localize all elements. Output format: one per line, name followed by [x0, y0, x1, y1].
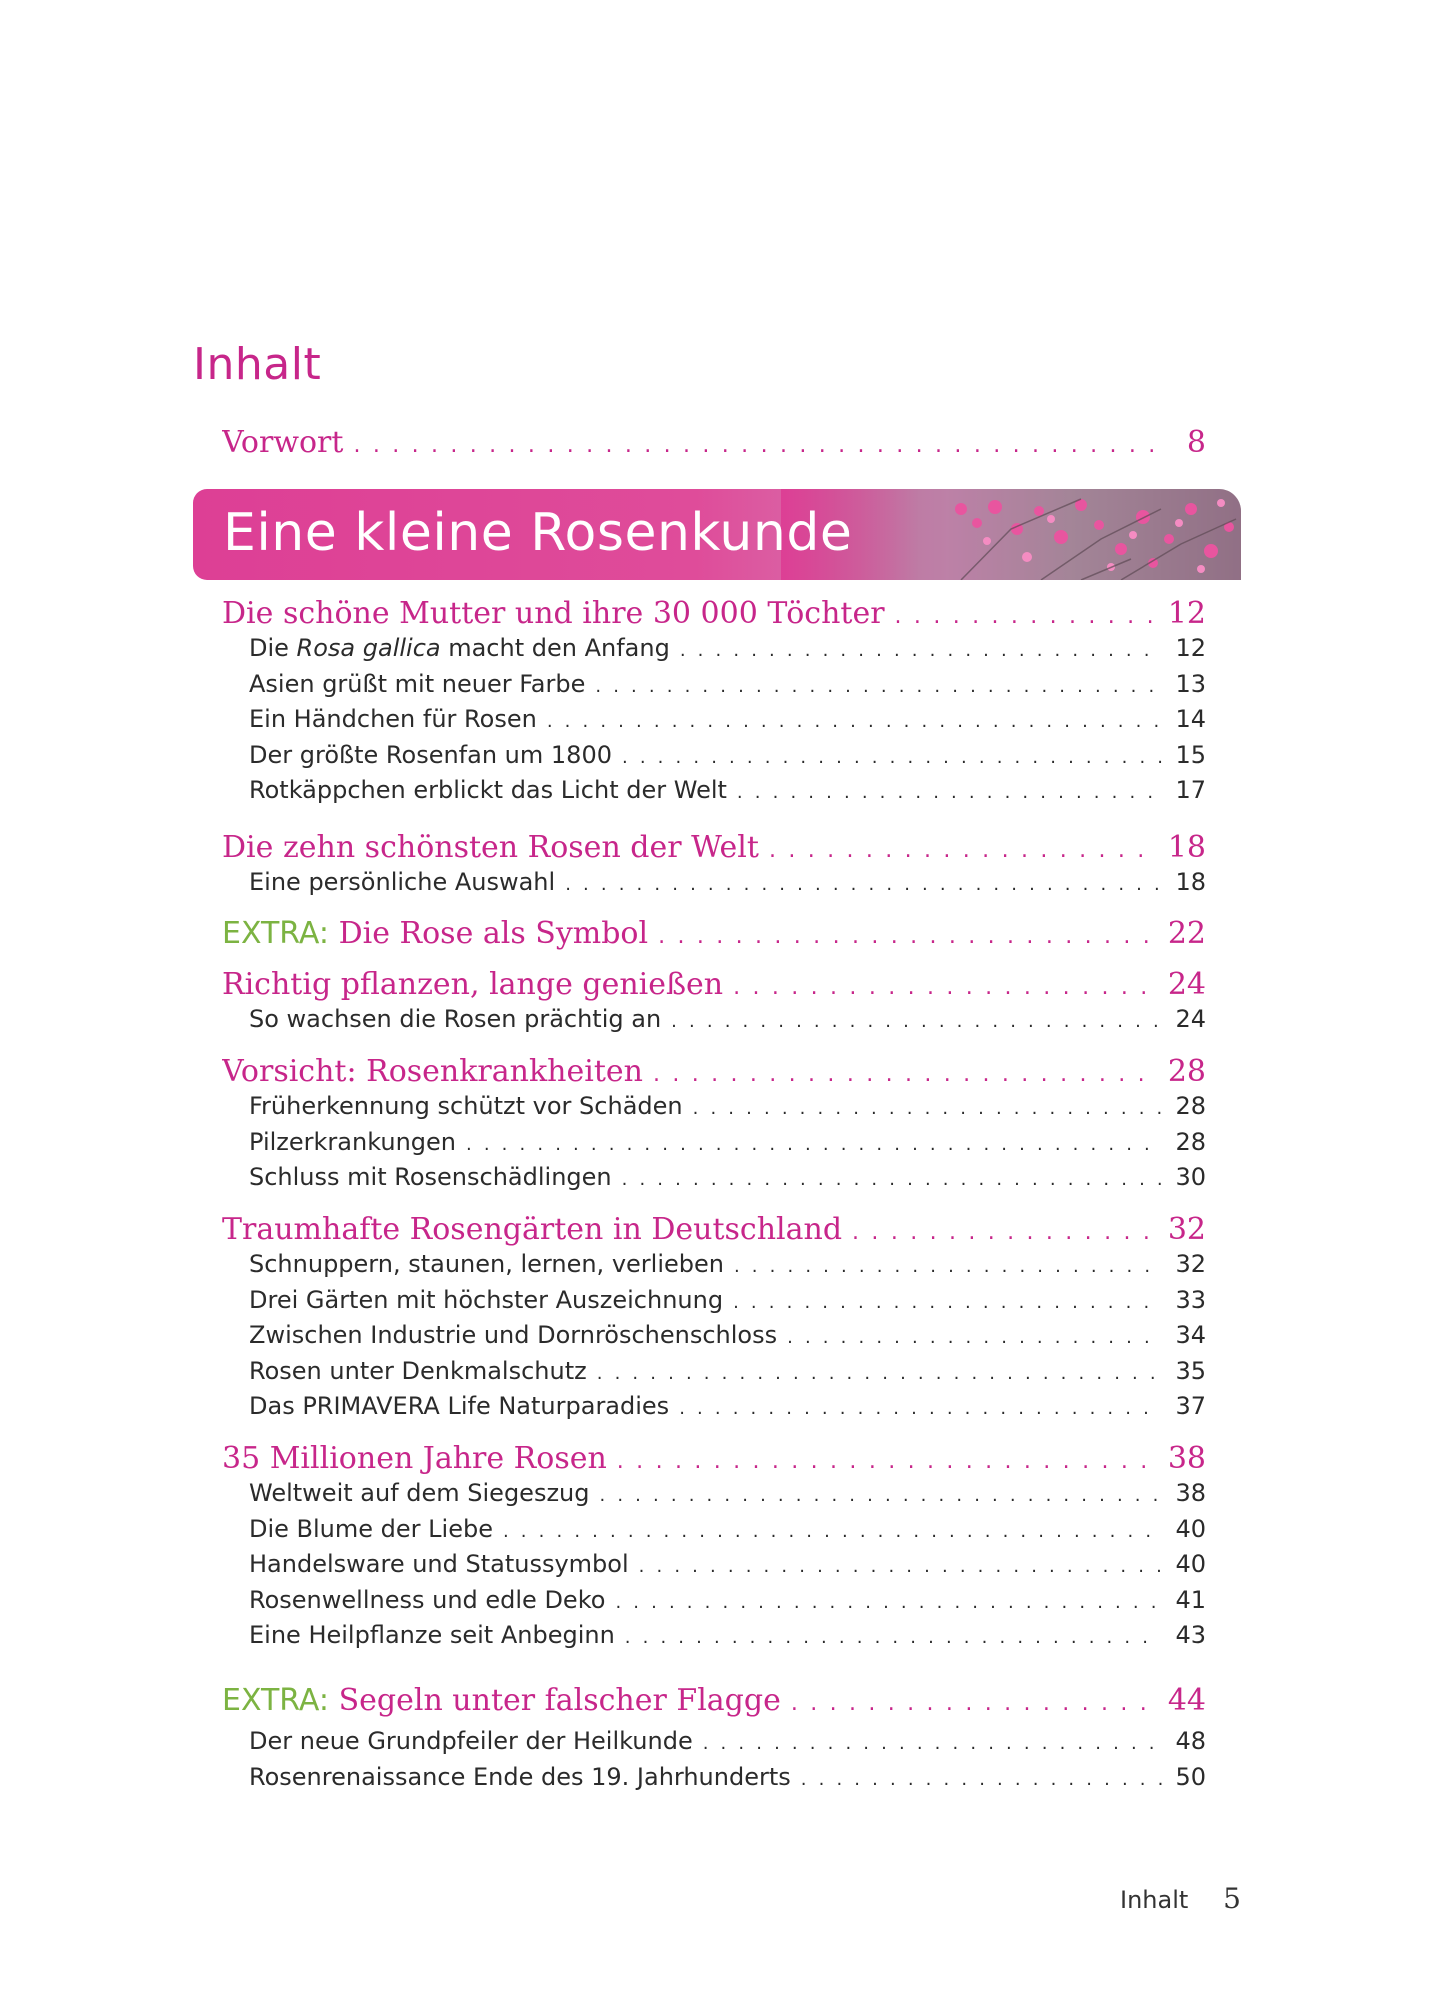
toc-page-number: 32 — [1167, 1212, 1206, 1247]
toc-page-number: 33 — [1175, 1285, 1206, 1314]
toc-entry-label: Eine Heilpflanze seit Anbeginn — [249, 1621, 615, 1649]
toc-entry-label: Der größte Rosenfan um 1800 — [249, 740, 612, 769]
toc-subentry[interactable] — [249, 1005, 1206, 1037]
dot-leader — [595, 676, 1162, 697]
toc-entry-label: Schnuppern, staunen, lernen, verlieben — [249, 1250, 724, 1278]
toc-entry-label: So wachsen die Rosen prächtig an — [249, 1005, 662, 1033]
toc-chapter-entry[interactable] — [222, 967, 1206, 1007]
toc-subentry[interactable] — [249, 1763, 1206, 1795]
toc-page-number: 48 — [1175, 1727, 1206, 1755]
toc-page-number: 40 — [1175, 1514, 1206, 1543]
toc-entry-label — [249, 634, 670, 662]
toc-page-number: 43 — [1175, 1621, 1206, 1649]
toc-page-number: 12 — [1175, 634, 1206, 662]
italic-species-name: Rosa gallica — [296, 634, 441, 662]
section-banner-title: Eine kleine Rosenkunde — [223, 503, 853, 563]
toc-entry-label — [222, 830, 759, 865]
toc-page-number: 24 — [1175, 1005, 1206, 1033]
toc-page-number: 18 — [1167, 830, 1206, 865]
dot-leader — [622, 1169, 1162, 1190]
toc-subentry[interactable] — [249, 1286, 1206, 1318]
toc-entry-label: Rosenwellness und edle Deko — [249, 1585, 606, 1614]
subentry-title-part: Die — [249, 634, 297, 662]
page-title: Inhalt — [193, 339, 322, 390]
dot-leader — [615, 1592, 1162, 1613]
dot-leader — [769, 838, 1158, 863]
dot-leader — [622, 747, 1162, 768]
toc-page-number: 17 — [1175, 776, 1206, 804]
toc-page-number: 38 — [1167, 1441, 1206, 1476]
toc-subentry[interactable] — [249, 1250, 1206, 1282]
dot-leader — [565, 874, 1162, 895]
toc-page-number: 37 — [1175, 1392, 1206, 1420]
chapter-title: 35 Millionen Jahre Rosen — [222, 1441, 607, 1476]
toc-chapter-entry[interactable] — [222, 1441, 1206, 1481]
toc-entry-label — [222, 1441, 607, 1476]
dot-leader — [734, 1256, 1162, 1277]
dot-leader — [466, 1134, 1162, 1155]
toc-entry-label: Der neue Grundpfeiler der Heilkunde — [249, 1727, 693, 1755]
extra-prefix-label: EXTRA: — [222, 1683, 330, 1718]
chapter-title: Segeln unter falscher Flagge — [338, 1683, 781, 1718]
dot-leader — [733, 1292, 1162, 1313]
toc-page-number: 28 — [1175, 1127, 1206, 1156]
dot-leader — [680, 640, 1162, 661]
dot-leader — [895, 604, 1158, 629]
toc-entry-label: Drei Gärten mit höchster Auszeichnung — [249, 1285, 724, 1314]
footer-page-number: 5 — [1223, 1882, 1241, 1915]
toc-entry-label: Eine persönliche Auswahl — [249, 868, 556, 896]
toc-entry-label: Rosenrenaissance Ende des 19. Jahrhunderts — [249, 1762, 791, 1791]
toc-page-number: 50 — [1175, 1762, 1206, 1791]
toc-foreword[interactable] — [222, 425, 1206, 465]
toc-entry-label — [222, 1683, 781, 1718]
toc-subentry[interactable] — [249, 1727, 1206, 1759]
toc-chapter-entry[interactable] — [222, 916, 1206, 956]
toc-page-number: 35 — [1175, 1356, 1206, 1385]
toc-entry-label — [222, 596, 885, 631]
chapter-title: Traumhafte Rosengärten in Deutschland — [222, 1212, 843, 1247]
toc-page-number: 40 — [1175, 1550, 1206, 1578]
dot-leader — [600, 1485, 1163, 1506]
dot-leader — [653, 1062, 1158, 1087]
toc-subentry[interactable] — [249, 705, 1206, 737]
toc-entry-label: Rotkäppchen erblickt das Licht der Welt — [249, 776, 727, 804]
dot-leader — [639, 1556, 1162, 1577]
toc-page-number: 18 — [1175, 868, 1206, 896]
toc-page-number: 32 — [1175, 1250, 1206, 1278]
dot-leader — [693, 1098, 1162, 1119]
dot-leader — [852, 1220, 1158, 1245]
toc-subentry[interactable] — [249, 634, 1206, 666]
toc-page-number: 24 — [1167, 967, 1206, 1002]
section-banner — [193, 489, 1241, 580]
toc-page-number: 15 — [1175, 740, 1206, 769]
dot-leader — [625, 1627, 1162, 1648]
toc-entry-label: Pilzerkrankungen — [249, 1127, 456, 1156]
toc-page-number: 8 — [1186, 425, 1206, 460]
toc-page-number: 12 — [1167, 596, 1206, 631]
toc-entry-label: Früherkennung schützt vor Schäden — [249, 1092, 683, 1120]
dot-leader — [671, 1011, 1162, 1032]
toc-subentry[interactable] — [249, 670, 1206, 702]
toc-chapter-entry[interactable] — [222, 1212, 1206, 1252]
toc-subentry[interactable] — [249, 868, 1206, 900]
toc-subentry[interactable] — [249, 1550, 1206, 1582]
toc-page-number: 41 — [1175, 1585, 1206, 1614]
subentry-title-part: macht den Anfang — [440, 634, 670, 662]
toc-subentry[interactable] — [249, 1321, 1206, 1353]
toc-entry-label — [222, 916, 648, 951]
toc-page-number: 38 — [1175, 1479, 1206, 1507]
toc-entry-label — [222, 1212, 842, 1247]
toc-page-number: 28 — [1175, 1092, 1206, 1120]
toc-page-number: 14 — [1175, 705, 1206, 733]
toc-subentry[interactable] — [249, 1621, 1206, 1653]
toc-page-number: 22 — [1167, 916, 1206, 951]
toc-subentry[interactable] — [249, 1163, 1206, 1195]
dot-leader — [503, 1521, 1162, 1542]
toc-subentry[interactable] — [249, 741, 1206, 773]
toc-entry-label: Ein Händchen für Rosen — [249, 705, 537, 733]
toc-chapter-entry[interactable] — [222, 1054, 1206, 1094]
toc-subentry[interactable] — [249, 1128, 1206, 1160]
dot-leader — [787, 1327, 1162, 1348]
extra-prefix-label: EXTRA: — [222, 916, 330, 951]
toc-entry-label — [222, 967, 723, 1002]
footer-label: Inhalt — [1120, 1886, 1189, 1914]
dot-leader — [703, 1733, 1162, 1754]
dot-leader — [679, 1398, 1162, 1419]
toc-subentry[interactable] — [249, 1479, 1206, 1511]
toc-subentry[interactable] — [249, 776, 1206, 808]
toc-chapter-entry[interactable] — [222, 830, 1206, 870]
dot-leader — [353, 433, 1162, 458]
dot-leader — [791, 1691, 1158, 1716]
toc-subentry[interactable] — [249, 1586, 1206, 1618]
toc-page-number: 13 — [1175, 669, 1206, 698]
toc-page-number: 34 — [1175, 1321, 1206, 1349]
toc-entry-label: Schluss mit Rosenschädlingen — [249, 1163, 612, 1191]
toc-entry-label: Vorwort — [222, 425, 344, 460]
toc-subentry[interactable] — [249, 1392, 1206, 1424]
toc-entry-label: Rosen unter Denkmalschutz — [249, 1356, 587, 1385]
dot-leader — [733, 975, 1158, 1000]
dot-leader — [658, 924, 1158, 949]
dot-leader — [597, 1363, 1162, 1384]
chapter-title: Die zehn schönsten Rosen der Welt — [222, 830, 759, 865]
dot-leader — [547, 711, 1162, 732]
chapter-title: Vorsicht: Rosenkrankheiten — [222, 1054, 643, 1089]
toc-entry-label — [222, 1054, 643, 1089]
toc-entry-label: Die Blume der Liebe — [249, 1514, 493, 1543]
toc-page-number: 30 — [1175, 1163, 1206, 1191]
toc-chapter-entry[interactable] — [222, 596, 1206, 636]
toc-entry-label: Das PRIMAVERA Life Naturparadies — [249, 1392, 670, 1420]
dot-leader — [617, 1449, 1158, 1474]
toc-page-number: 44 — [1167, 1683, 1206, 1718]
dot-leader — [801, 1769, 1162, 1790]
toc-entry-label: Weltweit auf dem Siegeszug — [249, 1479, 590, 1507]
chapter-title: Die schöne Mutter und ihre 30 000 Töchter — [222, 596, 885, 631]
toc-entry-label: Handelsware und Statussymbol — [249, 1550, 629, 1578]
toc-entry-label: Asien grüßt mit neuer Farbe — [249, 669, 586, 698]
toc-subentry[interactable] — [249, 1515, 1206, 1547]
toc-entry-label: Zwischen Industrie und Dornröschenschloss — [249, 1321, 778, 1349]
dot-leader — [737, 782, 1162, 803]
chapter-title: Richtig pflanzen, lange genießen — [222, 967, 724, 1002]
toc-subentry[interactable] — [249, 1092, 1206, 1124]
chapter-title: Die Rose als Symbol — [338, 916, 649, 951]
toc-subentry[interactable] — [249, 1357, 1206, 1389]
page-footer — [1120, 1882, 1241, 1922]
toc-chapter-entry[interactable] — [222, 1683, 1206, 1723]
toc-page-number: 28 — [1167, 1054, 1206, 1089]
